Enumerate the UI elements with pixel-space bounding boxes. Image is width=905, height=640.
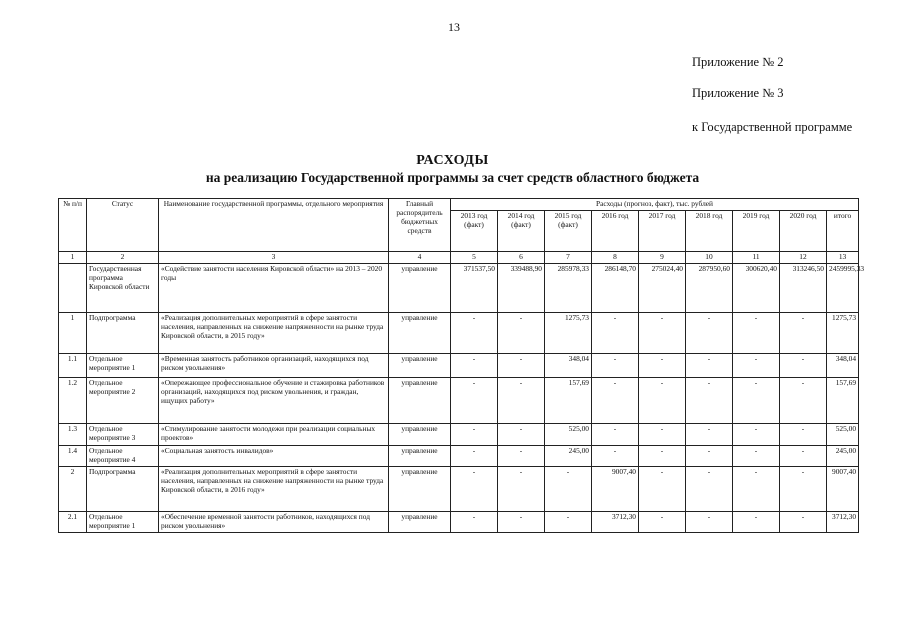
header-year: 2016 год — [592, 210, 639, 251]
row-year-value: - — [686, 312, 733, 353]
header-year: 2019 год — [733, 210, 780, 251]
row-year-value: 275024,40 — [639, 263, 686, 312]
row-status: Подпрограмма — [87, 312, 159, 353]
index-cell: 11 — [733, 251, 780, 263]
row-year-value: - — [451, 377, 498, 423]
header-year: 2014 год (факт) — [498, 210, 545, 251]
expenses-table — [58, 198, 865, 533]
row-year-value: 300620,40 — [733, 263, 780, 312]
index-cell: 6 — [498, 251, 545, 263]
header-year: 2017 год — [639, 210, 686, 251]
row-year-value: - — [451, 423, 498, 445]
row-year-value: - — [780, 353, 827, 377]
row-name: «Обеспечение временной занятости работников, находящихся под риском увольнения» — [159, 511, 389, 532]
table-row — [59, 466, 859, 511]
index-cell: 9 — [639, 251, 686, 263]
row-year-value: 287950,60 — [686, 263, 733, 312]
table-row — [59, 511, 859, 532]
row-year-value: - — [639, 423, 686, 445]
row-year-value: 157,69 — [545, 377, 592, 423]
row-year-value: - — [639, 445, 686, 466]
row-total-value: 2459995,33 — [827, 263, 859, 312]
row-year-value: 245,00 — [545, 445, 592, 466]
table-row — [59, 353, 859, 377]
row-status: Отдельное мероприятие 3 — [87, 423, 159, 445]
row-year-value: 1275,73 — [545, 312, 592, 353]
row-year-value: - — [686, 353, 733, 377]
row-name: «Реализация дополнительных мероприятий в сфере занятости населения, направленных на снижение напряженности на рынке труда Кировской области, в 2015 году» — [159, 312, 389, 353]
row-manager: управление — [389, 377, 451, 423]
row-year-value: - — [639, 511, 686, 532]
row-total-value: 157,69 — [827, 377, 859, 423]
row-year-value: - — [592, 445, 639, 466]
header-year: 2018 год — [686, 210, 733, 251]
row-year-value: - — [498, 377, 545, 423]
row-year-value: 285978,33 — [545, 263, 592, 312]
row-year-value: 3712,30 — [592, 511, 639, 532]
row-manager: управление — [389, 466, 451, 511]
row-year-value: - — [780, 423, 827, 445]
index-cell: 3 — [159, 251, 389, 263]
row-name: «Реализация дополнительных мероприятий в сфере занятости населения, направленных на снижение напряженности на рынке труда Кировской области, в 2016 году» — [159, 466, 389, 511]
index-cell: 10 — [686, 251, 733, 263]
row-year-value: - — [733, 511, 780, 532]
row-year-value: 9007,40 — [592, 466, 639, 511]
index-cell: 8 — [592, 251, 639, 263]
row-num: 1.1 — [59, 353, 87, 377]
row-year-value: - — [733, 445, 780, 466]
index-cell: 5 — [451, 251, 498, 263]
row-total-value: 1275,73 — [827, 312, 859, 353]
table-row — [59, 377, 859, 423]
row-manager: управление — [389, 445, 451, 466]
row-year-value: - — [592, 377, 639, 423]
index-cell: 1 — [59, 251, 87, 263]
row-manager: управление — [389, 423, 451, 445]
header-num: № п/п — [59, 199, 87, 252]
row-num: 1.3 — [59, 423, 87, 445]
row-year-value: - — [498, 353, 545, 377]
header-year: 2015 год (факт) — [545, 210, 592, 251]
header-expenses: Расходы (прогноз, факт), тыс. рублей — [451, 199, 859, 211]
row-year-value: - — [733, 466, 780, 511]
row-year-value: - — [686, 466, 733, 511]
row-year-value: - — [451, 511, 498, 532]
row-num: 1.4 — [59, 445, 87, 466]
row-year-value: 313246,50 — [780, 263, 827, 312]
row-total-value: 9007,40 — [827, 466, 859, 511]
row-manager: управление — [389, 511, 451, 532]
row-year-value: - — [498, 466, 545, 511]
row-year-value: - — [780, 511, 827, 532]
row-year-value: - — [498, 445, 545, 466]
row-year-value: - — [733, 377, 780, 423]
row-status: Отдельное мероприятие 1 — [87, 511, 159, 532]
page-number: 13 — [448, 20, 460, 34]
row-year-value: - — [451, 466, 498, 511]
row-year-value: 348,04 — [545, 353, 592, 377]
header-year: 2013 год (факт) — [451, 210, 498, 251]
row-year-value: 525,00 — [545, 423, 592, 445]
row-num: 2 — [59, 466, 87, 511]
header-status: Статус — [87, 199, 159, 252]
row-year-value: - — [545, 511, 592, 532]
row-year-value: - — [686, 377, 733, 423]
document-subtitle: на реализацию Государственной программы за счет средств областного бюджета — [205, 170, 700, 185]
row-year-value: - — [686, 445, 733, 466]
appendix-line-1: Приложение № 2 — [692, 55, 784, 69]
table-row — [59, 263, 859, 312]
table-row — [59, 423, 859, 445]
row-year-value: - — [498, 511, 545, 532]
row-name: «Временная занятость работников организаций, находящихся под риском увольнения» — [159, 353, 389, 377]
row-year-value: - — [545, 466, 592, 511]
row-year-value: - — [780, 312, 827, 353]
row-num: 1 — [59, 312, 87, 353]
row-year-value: - — [780, 466, 827, 511]
appendix-line-2: Приложение № 3 — [692, 86, 784, 100]
row-year-value: - — [451, 312, 498, 353]
row-year-value: - — [780, 377, 827, 423]
header-manager: Главный распорядитель бюджетных средств — [389, 199, 451, 252]
index-cell: 7 — [545, 251, 592, 263]
row-total-value: 348,04 — [827, 353, 859, 377]
row-num: 1.2 — [59, 377, 87, 423]
index-cell: 4 — [389, 251, 451, 263]
row-year-value: - — [733, 312, 780, 353]
document-title: РАСХОДЫ — [416, 153, 489, 168]
row-year-value: - — [639, 312, 686, 353]
row-total-value: 525,00 — [827, 423, 859, 445]
header-total: итого — [827, 210, 859, 251]
appendix-line-3: к Государственной программе — [692, 120, 853, 134]
row-manager: управление — [389, 263, 451, 312]
row-total-value: 245,00 — [827, 445, 859, 466]
row-name: «Стимулирование занятости молодежи при реализации социальных проектов» — [159, 423, 389, 445]
row-year-value: - — [686, 423, 733, 445]
row-year-value: 371537,50 — [451, 263, 498, 312]
row-name: «Содействие занятости населения Кировской области» на 2013 – 2020 годы — [159, 263, 389, 312]
header-name: Наименование государственной программы, отдельного мероприятия — [159, 199, 389, 252]
row-name: «Социальная занятость инвалидов» — [159, 445, 389, 466]
row-status: Подпрограмма — [87, 466, 159, 511]
row-total-value: 3712,30 — [827, 511, 859, 532]
row-status: Отдельное мероприятие 1 — [87, 353, 159, 377]
table-body — [59, 263, 865, 532]
row-year-value: - — [780, 445, 827, 466]
row-year-value: - — [686, 511, 733, 532]
row-num — [59, 263, 87, 312]
row-year-value: - — [592, 353, 639, 377]
row-year-value: - — [733, 423, 780, 445]
row-manager: управление — [389, 353, 451, 377]
row-year-value: 286148,70 — [592, 263, 639, 312]
header-year: 2020 год — [780, 210, 827, 251]
row-year-value: - — [592, 312, 639, 353]
row-year-value: - — [733, 353, 780, 377]
row-name: «Опережающее профессиональное обучение и стажировка работников организаций, находящихся под риском увольнения, и граждан, ищущих работу» — [159, 377, 389, 423]
row-year-value: 339488,90 — [498, 263, 545, 312]
row-status: Отдельное мероприятие 4 — [87, 445, 159, 466]
row-year-value: - — [639, 466, 686, 511]
row-year-value: - — [451, 353, 498, 377]
row-year-value: - — [498, 312, 545, 353]
index-cell: 12 — [780, 251, 827, 263]
row-status: Государственная программа Кировской области — [87, 263, 159, 312]
row-year-value: - — [592, 423, 639, 445]
table-row — [59, 312, 859, 353]
row-manager: управление — [389, 312, 451, 353]
row-year-value: - — [639, 377, 686, 423]
row-status: Отдельное мероприятие 2 — [87, 377, 159, 423]
row-num: 2.1 — [59, 511, 87, 532]
table-header-row — [59, 199, 859, 211]
row-year-value: - — [639, 353, 686, 377]
index-cell: 2 — [87, 251, 159, 263]
row-year-value: - — [498, 423, 545, 445]
table-row — [59, 445, 859, 466]
index-cell: 13 — [827, 251, 859, 263]
table-index-row — [59, 251, 859, 263]
row-year-value: - — [451, 445, 498, 466]
